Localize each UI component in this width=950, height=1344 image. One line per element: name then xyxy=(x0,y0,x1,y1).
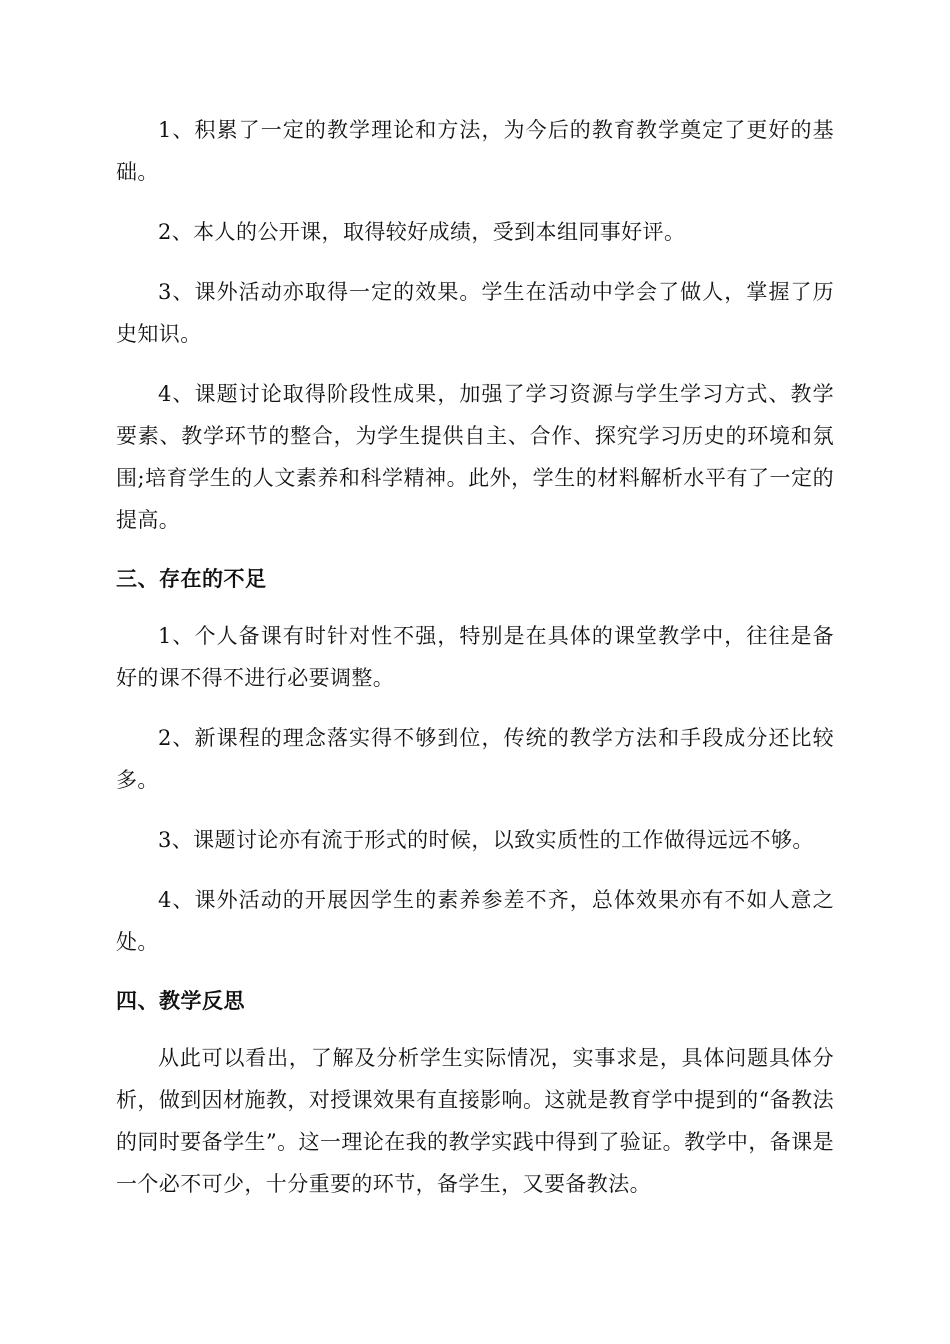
achievement-item-4: 4、课题讨论取得阶段性成果，加强了学习资源与学生学习方式、教学要素、教学环节的整合，为学生提供自主、合作、探究学习历史的环境和氛围;培育学生的人文素养和科学精神。此外，学生的材料解析水平有了一定的提高。 xyxy=(116,382,834,532)
achievement-item-2: 2、本人的公开课，取得较好成绩，受到本组同事好评。 xyxy=(158,220,686,244)
document-page xyxy=(116,109,834,1223)
achievement-item-1: 1、积累了一定的教学理论和方法，为今后的教育教学奠定了更好的基础。 xyxy=(116,118,834,184)
shortcoming-item-2: 2、新课程的理念落实得不够到位，传统的教学方法和手段成分还比较多。 xyxy=(116,726,834,792)
shortcoming-item-1: 1、个人备课有时针对性不强，特别是在具体的课堂教学中，往往是备好的课不得不进行必要调整。 xyxy=(116,624,834,690)
shortcoming-item-4: 4、课外活动的开展因学生的素养参差不齐，总体效果亦有不如人意之处。 xyxy=(116,888,834,954)
achievement-item-3: 3、课外活动亦取得一定的效果。学生在活动中学会了做人，掌握了历史知识。 xyxy=(116,280,834,346)
section-heading-reflection: 四、教学反思 xyxy=(116,989,245,1013)
section-heading-shortcomings: 三、存在的不足 xyxy=(116,567,267,591)
reflection-paragraph: 从此可以看出，了解及分析学生实际情况，实事求是，具体问题具体分析，做到因材施教，对授课效果有直接影响。这就是教育学中提到的“备教法的同时要备学生”。这一理论在我的教学实践中得到了验证。教学中，备课是一个必不可少，十分重要的环节，备学生，又要备教法。 xyxy=(116,1046,834,1196)
shortcoming-item-3: 3、课题讨论亦有流于形式的时候，以致实质性的工作做得远远不够。 xyxy=(158,828,814,852)
